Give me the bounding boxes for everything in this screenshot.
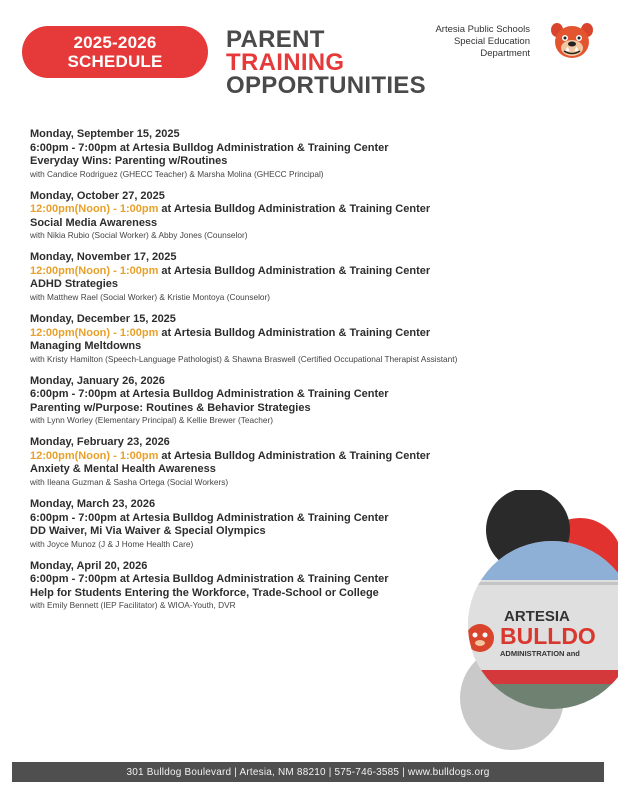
event-time-location <box>30 142 590 156</box>
event-topic: Social Media Awareness <box>30 216 158 229</box>
event-topic: Help for Students Entering the Workforce, Trade-School or College <box>30 586 379 599</box>
footer-contact: 301 Bulldog Boulevard | Artesia, NM 88210 | 575-746-3585 | www.bulldogs.org <box>126 766 490 778</box>
event-topic: Managing Meltdowns <box>30 340 142 353</box>
event-location: at Artesia Bulldog Administration & Training Center <box>116 141 389 154</box>
event-presenters: with Candice Rodriguez (GHECC Teacher) & Marsha Molina (GHECC Principal) <box>30 168 324 179</box>
event-presenters: with Kristy Hamilton (Speech-Language Pathologist) & Shawna Braswell (Certified Occupational Therapist Assistant) <box>30 353 458 364</box>
event-date: Monday, October 27, 2025 <box>30 189 165 202</box>
event-location: at Artesia Bulldog Administration & Training Center <box>116 388 389 401</box>
event-date: Monday, December 15, 2025 <box>30 313 176 326</box>
event-presenters: with Emily Bennett (IEP Facilitator) & WIOA-Youth, DVR <box>30 600 236 611</box>
event-time-location <box>30 450 590 464</box>
event-time: 6:00pm - 7:00pm <box>30 573 117 586</box>
event-date: Monday, February 23, 2026 <box>30 436 170 449</box>
event-topic: DD Waiver, Mi Via Waiver & Special Olympics <box>30 525 266 538</box>
sign-text-artesia: ARTESIA <box>504 608 570 625</box>
department-line-3: Department <box>480 48 530 59</box>
event-item <box>30 313 590 375</box>
event-location: at Artesia Bulldog Administration & Training Center <box>116 573 389 586</box>
event-time: 6:00pm - 7:00pm <box>30 511 117 524</box>
event-time-location <box>30 203 590 217</box>
event-time-location <box>30 265 590 279</box>
event-topic: Anxiety & Mental Health Awareness <box>30 463 216 476</box>
event-presenters: with Matthew Rael (Social Worker) & Kristie Montoya (Counselor) <box>30 291 271 302</box>
footer-bar <box>12 762 604 782</box>
event-presenters: with Lynn Worley (Elementary Principal) & Kellie Brewer (Teacher) <box>30 415 273 426</box>
event-date: Monday, November 17, 2025 <box>30 251 177 264</box>
department-line-2: Special Education <box>453 36 530 47</box>
event-item <box>30 436 590 498</box>
title-line-3: OPPORTUNITIES <box>226 72 426 99</box>
event-time: 6:00pm - 7:00pm <box>30 141 117 154</box>
event-time: 12:00pm(Noon) - 1:00pm <box>30 326 159 339</box>
event-date: Monday, March 23, 2026 <box>30 498 156 511</box>
event-date: Monday, January 26, 2026 <box>30 374 165 387</box>
event-presenters: with Nikia Rubio (Social Worker) & Abby Jones (Counselor) <box>30 230 248 241</box>
event-topic: ADHD Strategies <box>30 278 119 291</box>
event-time: 12:00pm(Noon) - 1:00pm <box>30 203 159 216</box>
department-info <box>435 24 530 60</box>
event-location: at Artesia Bulldog Administration & Training Center <box>116 511 389 524</box>
event-time: 12:00pm(Noon) - 1:00pm <box>30 264 159 277</box>
event-topic: Everyday Wins: Parenting w/Routines <box>30 155 228 167</box>
event-location: at Artesia Bulldog Administration & Training Center <box>158 203 431 216</box>
bulldog-mascot-logo <box>550 20 594 60</box>
event-topic: Parenting w/Purpose: Routines & Behavior Strategies <box>30 401 311 414</box>
department-line-1: Artesia Public Schools <box>435 24 530 35</box>
title-line-2: TRAINING <box>226 49 345 76</box>
page-title <box>226 28 426 97</box>
building-photo-decoration <box>440 490 618 765</box>
badge-label: SCHEDULE <box>67 52 163 71</box>
event-presenters: with Joyce Munoz (J & J Home Health Care) <box>30 538 194 549</box>
event-presenters: with Ileana Guzman & Sasha Ortega (Social Workers) <box>30 476 229 487</box>
schedule-badge <box>22 26 208 78</box>
sign-text-bulldog: BULLDO <box>500 623 596 649</box>
event-date: Monday, April 20, 2026 <box>30 559 148 572</box>
sign-text-administration: ADMINISTRATION and <box>500 649 580 658</box>
event-item <box>30 128 590 190</box>
badge-year: 2025-2026 <box>73 33 157 52</box>
event-date: Monday, September 15, 2025 <box>30 128 180 140</box>
event-time-location <box>30 388 590 402</box>
event-item <box>30 375 590 437</box>
title-line-1: PARENT <box>226 26 325 53</box>
event-location: at Artesia Bulldog Administration & Training Center <box>158 326 431 339</box>
event-location: at Artesia Bulldog Administration & Training Center <box>158 264 431 277</box>
event-location: at Artesia Bulldog Administration & Training Center <box>158 449 431 462</box>
event-time: 12:00pm(Noon) - 1:00pm <box>30 449 159 462</box>
event-item <box>30 251 590 313</box>
event-time: 6:00pm - 7:00pm <box>30 388 117 401</box>
event-item <box>30 190 590 252</box>
event-time-location <box>30 327 590 341</box>
